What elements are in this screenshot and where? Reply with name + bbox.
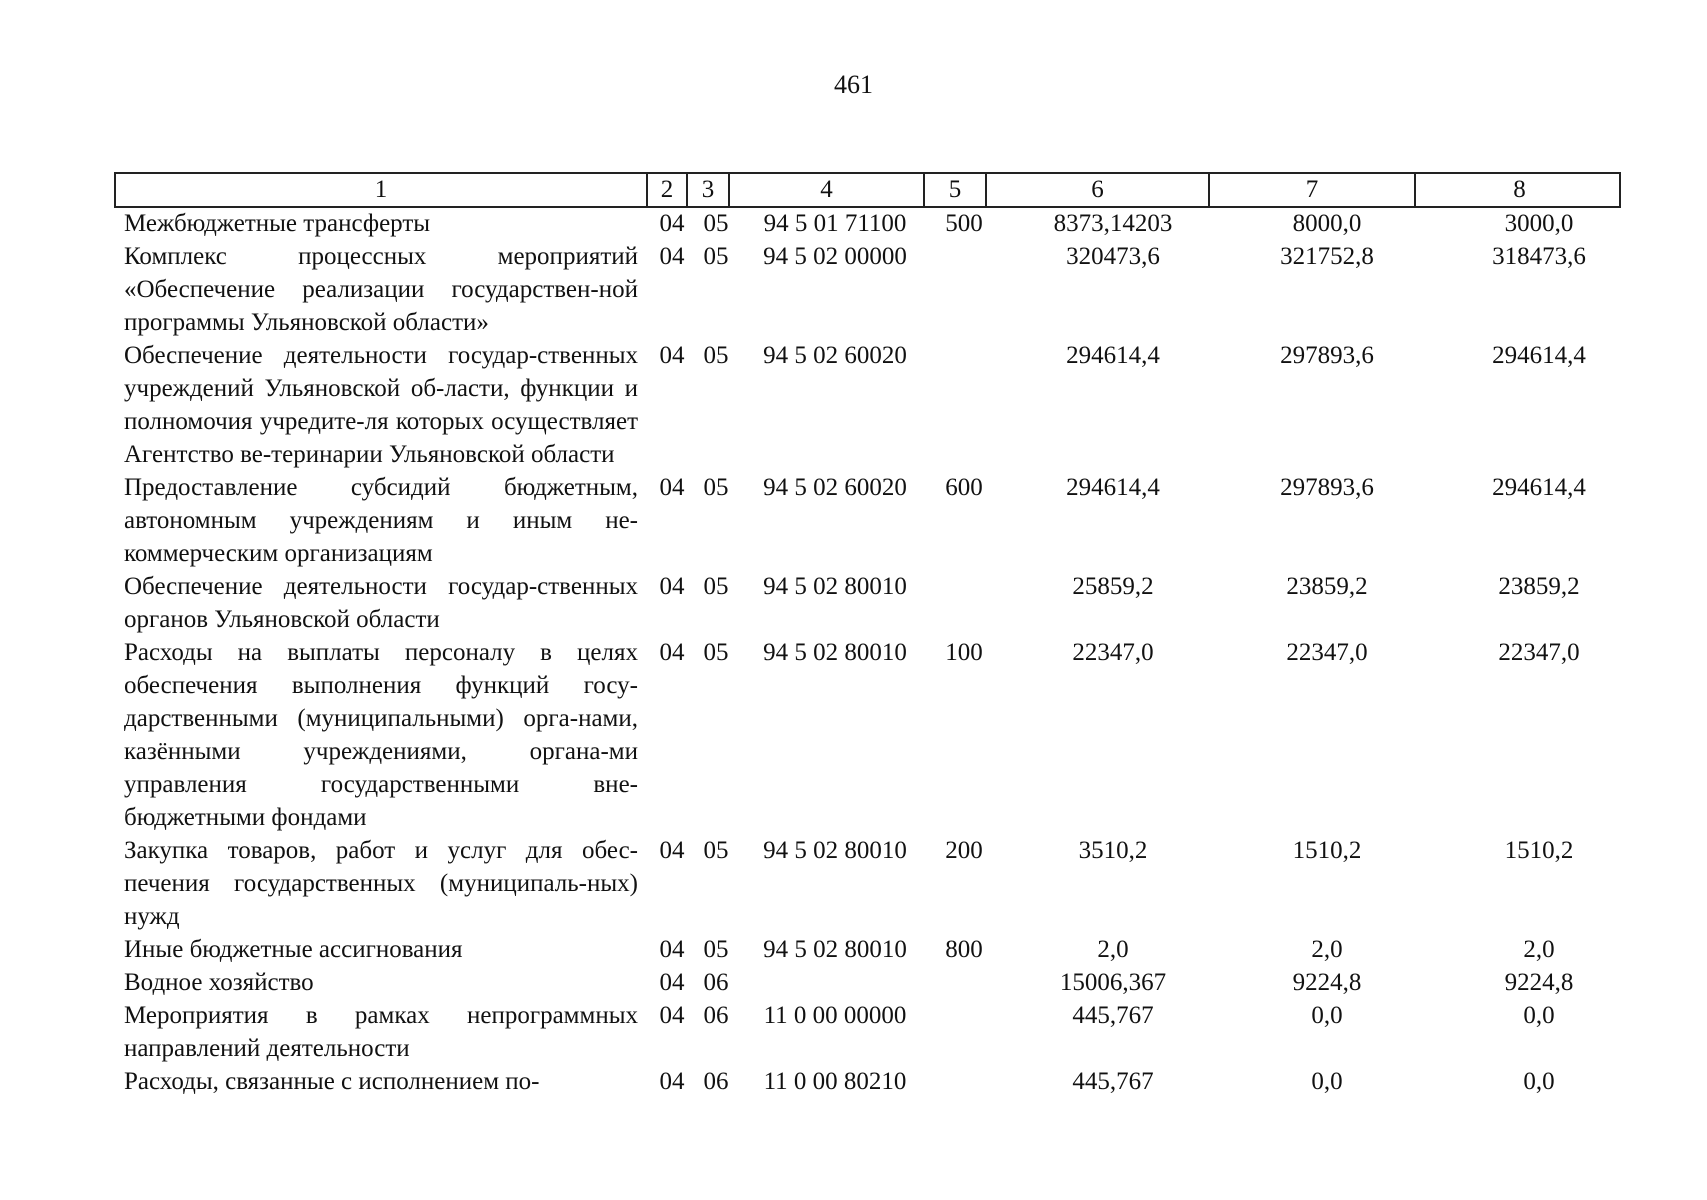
table-row [124,240,1586,339]
row-cell-col7: 8000,0 [1292,210,1362,237]
row-title: Иные бюджетные ассигнования [124,936,463,963]
row-cell-col2: 04 [659,1068,685,1095]
row-cell-col4: 94 5 01 71100 [763,210,907,237]
row-cell-col3: 06 [703,1068,729,1095]
row-cell-col8: 294614,4 [1492,342,1586,369]
row-cell-col6: 2,0 [1097,936,1129,963]
row-cell-col2: 04 [659,243,685,270]
row-cell-col7: 321752,8 [1280,243,1374,270]
row-cell-col2: 04 [659,837,685,864]
row-title: Предоставление субсидий бюджетным, автономным учреждениям и иным не-коммерческим организациям [124,474,638,567]
table-row [124,636,1580,834]
row-cell-col7: 2,0 [1311,936,1343,963]
page-number: 461 [834,70,873,99]
row-cell-col4: 94 5 02 00000 [763,243,907,270]
row-cell-col8: 294614,4 [1492,474,1586,501]
row-cell-col6: 22347,0 [1072,639,1154,666]
header-cell-1: 1 [374,176,388,203]
row-title: Закупка товаров, работ и услуг для обес-печения государственных (муниципаль-ных) нужд [124,837,638,930]
row-cell-col7: 22347,0 [1286,639,1368,666]
row-cell-col3: 05 [703,837,729,864]
row-cell-col4: 94 5 02 80010 [763,573,907,600]
header-cell-5: 5 [923,174,985,206]
header-cell-2: 2 [646,174,686,206]
table-row [124,1065,1555,1098]
row-cell-col8: 2,0 [1523,936,1555,963]
row-cell-col8: 9224,8 [1504,969,1574,996]
row-cell-col3: 05 [703,342,729,369]
row-title: Расходы, связанные с исполнением по- [124,1068,540,1095]
row-cell-col3: 05 [703,474,729,501]
row-title: Расходы на выплаты персоналу в целях обеспечения выполнения функций госу-дарственными (муниципальными) орга-нами, казёнными учреждениями, органа-ми управления государственными вне-бюджетными фондами [124,639,638,831]
row-cell-col6: 294614,4 [1066,474,1160,501]
row-cell-col3: 05 [703,243,729,270]
row-title: Комплекс процессных мероприятий «Обеспечение реализации государствен-ной программы Ульяновской области» [124,243,638,336]
row-cell-col4: 94 5 02 80010 [763,639,907,666]
row-cell-col4: 94 5 02 80010 [763,837,907,864]
row-cell-col7: 1510,2 [1292,837,1362,864]
row-cell-col7: 23859,2 [1286,573,1368,600]
row-cell-col2: 04 [659,936,685,963]
row-cell-col2: 04 [659,639,685,666]
row-title: Водное хозяйство [124,969,314,996]
row-cell-col2: 04 [659,474,685,501]
row-cell-col5: 800 [945,936,983,963]
row-cell-col6: 3510,2 [1078,837,1148,864]
row-cell-col8: 0,0 [1523,1068,1555,1095]
row-cell-col4: 11 0 00 00000 [763,1002,907,1029]
row-cell-col6: 8373,14203 [1053,210,1173,237]
row-cell-col2: 04 [659,969,685,996]
row-cell-col8: 23859,2 [1498,573,1580,600]
row-cell-col5: 100 [945,639,983,666]
table-row [124,999,1555,1065]
row-cell-col8: 0,0 [1523,1002,1555,1029]
header-cell-8: 8 [1414,174,1623,206]
row-cell-col2: 04 [659,210,685,237]
row-cell-col5: 200 [945,837,983,864]
header-cell-7: 7 [1208,174,1414,206]
row-cell-col7: 9224,8 [1292,969,1362,996]
row-cell-col6: 15006,367 [1059,969,1167,996]
row-cell-col3: 05 [703,573,729,600]
row-cell-col6: 445,767 [1072,1068,1154,1095]
row-cell-col3: 05 [703,936,729,963]
row-cell-col2: 04 [659,1002,685,1029]
row-cell-col6: 445,767 [1072,1002,1154,1029]
row-cell-col5: 500 [945,210,983,237]
table-body [124,207,1586,1098]
table-row [124,933,1555,966]
table-row [124,570,1580,636]
table-row [124,966,1574,999]
header-cell-6: 6 [985,174,1208,206]
row-cell-col2: 04 [659,573,685,600]
row-title: Обеспечение деятельности государ-ственных учреждений Ульяновской об-ласти, функции и полномочия учредите-ля которых осуществляет Агентство ве-теринарии Ульяновской области [124,342,638,468]
row-cell-col7: 0,0 [1311,1068,1343,1095]
row-cell-col8: 318473,6 [1492,243,1586,270]
table-row [124,471,1586,570]
row-cell-col4: 94 5 02 60020 [763,342,907,369]
row-cell-col7: 297893,6 [1280,342,1374,369]
row-cell-col5: 600 [945,474,983,501]
row-cell-col7: 297893,6 [1280,474,1374,501]
row-title: Обеспечение деятельности государ-ственных органов Ульяновской области [124,573,638,633]
row-cell-col8: 1510,2 [1504,837,1574,864]
row-cell-col8: 3000,0 [1504,210,1574,237]
row-cell-col6: 294614,4 [1066,342,1160,369]
table-row [124,339,1586,471]
row-title: Мероприятия в рамках непрограммных направлений деятельности [124,1002,638,1062]
table-row [124,207,1574,240]
row-cell-col8: 22347,0 [1498,639,1580,666]
row-cell-col4: 94 5 02 80010 [763,936,907,963]
row-cell-col3: 06 [703,969,729,996]
row-cell-col4: 11 0 00 80210 [763,1068,907,1095]
header-cell-4: 4 [728,174,923,206]
row-cell-col3: 05 [703,210,729,237]
row-cell-col6: 25859,2 [1072,573,1154,600]
row-cell-col2: 04 [659,342,685,369]
header-cell-3: 3 [686,174,728,206]
row-cell-col3: 06 [703,1002,729,1029]
row-cell-col3: 05 [703,639,729,666]
row-cell-col4: 94 5 02 60020 [763,474,907,501]
row-title: Межбюджетные трансферты [124,210,431,237]
table-header [114,172,1621,208]
row-cell-col6: 320473,6 [1066,243,1160,270]
table-row [124,834,1574,933]
row-cell-col7: 0,0 [1311,1002,1343,1029]
